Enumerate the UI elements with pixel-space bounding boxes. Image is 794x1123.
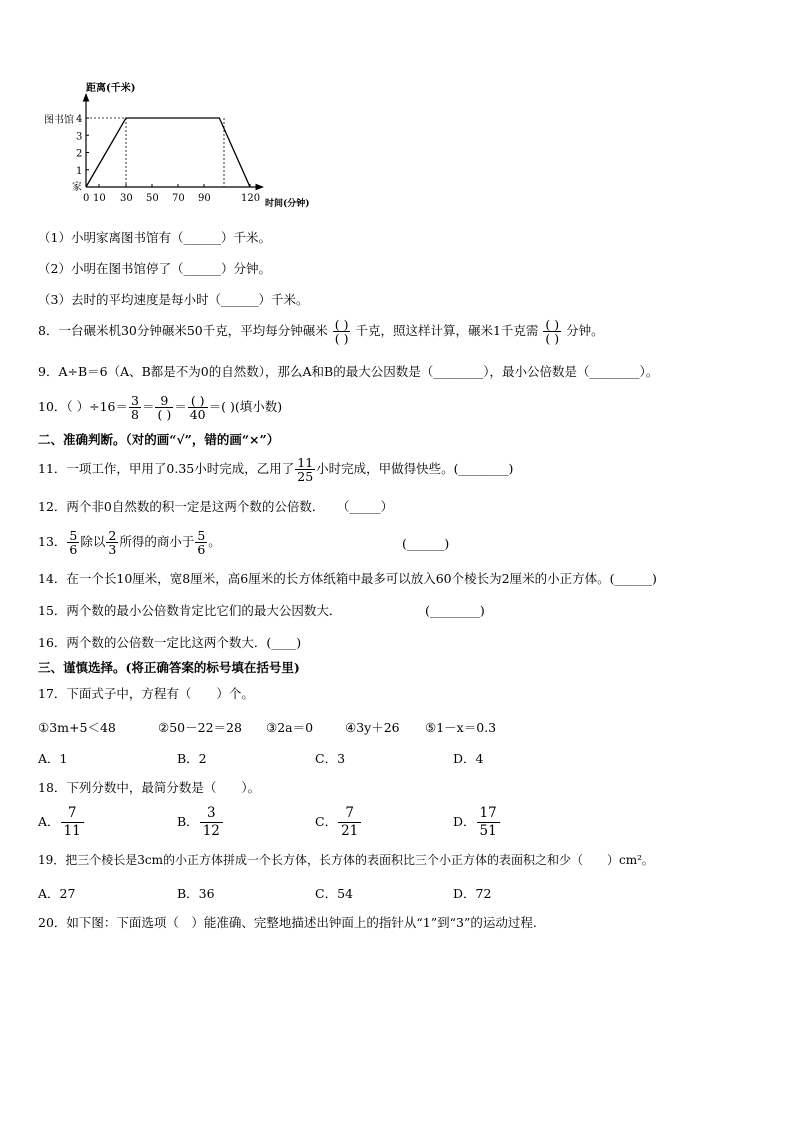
section-3-heading: 三、谨慎选择。(将正确答案的标号填在括号里) <box>38 660 300 675</box>
y-tick-label: 1 <box>76 165 83 177</box>
question-19-option-c[interactable]: C．54 <box>315 886 353 901</box>
equation-item-4: ④3y＋26 <box>345 720 400 735</box>
question-18-option-c[interactable]: C． $\frac{7}{21}$ <box>315 805 362 840</box>
x-axis-label: 时间(分钟) <box>265 199 310 209</box>
question-14: 14．在一个长10厘米，宽8厘米，高6厘米的长方体纸箱中最多可以放入60个棱长为2厘米的小正方体。(______) <box>38 571 657 586</box>
blank-fraction: $\frac{( )}{( )}$ <box>334 317 349 346</box>
equation-item-1: ①3m+5＜48 <box>38 720 116 735</box>
question-18-option-b[interactable]: B． $\frac{3}{12}$ <box>177 805 224 840</box>
y-tick-label: 4 <box>76 114 83 125</box>
question-9: 9．A÷B＝6（A、B都是不为0的自然数），那么A和B的最大公因数是（________），最小公倍数是（________）。 <box>38 364 659 379</box>
x-tick-label: 50 <box>146 193 159 204</box>
question-7-part-3: （3）去时的平均速度是每小时（______）千米。 <box>38 292 309 307</box>
question-18-option-a[interactable]: A． $\frac{7}{11}$ <box>38 805 85 840</box>
question-19-stem: 19．把三个棱长是3cm的小正方体拼成一个长方体，长方体的表面积比三个小正方体的表面积之和少（ ）cm²。 <box>38 853 654 867</box>
blank-fraction: $\frac{( )}{( )}$ <box>545 317 560 346</box>
library-label: 图书馆 <box>44 115 74 126</box>
question-11: 11．一项工作，甲用了0.35小时完成，乙用了 $\frac{11}{25}$ 小时完成，甲做得快些。(________) <box>38 455 514 484</box>
question-17-stem: 17．下面式子中，方程有（ ）个。 <box>38 686 254 701</box>
question-13-blank: (______) <box>402 536 450 551</box>
equation-item-2: ②50－22＝28 <box>158 720 242 735</box>
question-12: 12．两个非0自然数的积一定是这两个数的公倍数． （_____） <box>38 499 394 514</box>
question-20-stem: 20．如下图：下面选项（ ）能准确、完整地描述出钟面上的指针从“1”到“3”的运动过程. <box>38 915 537 930</box>
question-13: 13． $\frac{5}{6}$ 除以 $\frac{2}{3}$ 所得的商小于 $\frac{5}{6}$ 。 <box>38 528 221 557</box>
question-7-part-1: （1）小明家离图书馆有（______）千米。 <box>38 230 271 245</box>
home-label: 家 <box>72 182 82 193</box>
question-19-option-b[interactable]: B．36 <box>177 886 215 901</box>
question-8: 8．一台碾米机30分钟碾米50千克，平均每分钟碾米 $\frac{( )}{( )}$ 千克，照这样计算，碾米1千克需 $\frac{( )}{( )}$ 分钟。 <box>38 317 604 346</box>
question-19-option-d[interactable]: D．72 <box>453 886 492 901</box>
equation-item-3: ③2a＝0 <box>266 720 314 735</box>
question-7-part-2: （2）小明在图书馆停了（______）分钟。 <box>38 261 271 276</box>
question-15-blank: (________) <box>425 603 485 618</box>
y-tick-label: 2 <box>76 148 83 160</box>
question-17-option-b[interactable]: B．2 <box>177 751 207 766</box>
distance-time-chart <box>0 0 794 215</box>
x-tick-label: 90 <box>198 193 211 204</box>
question-16: 16．两个数的公倍数一定比这两个数大．(____) <box>38 635 302 650</box>
question-10: 10．（ ）÷16＝ $\frac{3}{8}$ ＝ $\frac{9}{( )}$ ＝ $\frac{( )}{40}$ ＝( )(填小数) <box>38 393 283 422</box>
question-15: 15．两个数的最小公倍数肯定比它们的最大公因数大． <box>38 603 342 618</box>
x-tick-label: 0 <box>83 193 90 204</box>
equation-item-5: ⑤1－x＝0.3 <box>425 720 497 735</box>
x-tick-label: 10 <box>93 193 106 204</box>
section-2-heading: 二、准确判断。（对的画“√”，错的画“×”） <box>38 432 280 447</box>
question-18-option-d[interactable]: D． $\frac{17}{51}$ <box>453 805 501 840</box>
y-axis-label: 距离(千米) <box>86 83 136 94</box>
distance-series-line <box>86 118 250 187</box>
x-tick-label: 70 <box>172 193 185 204</box>
question-18-stem: 18．下列分数中，最简分数是（ ）。 <box>38 780 261 795</box>
question-19-option-a[interactable]: A．27 <box>38 886 76 901</box>
y-tick-label: 3 <box>76 131 83 143</box>
question-17-option-a[interactable]: A．1 <box>38 751 68 766</box>
question-17-option-d[interactable]: D．4 <box>453 751 484 766</box>
x-tick-label: 30 <box>120 193 133 204</box>
x-tick-label: 120 <box>241 193 261 204</box>
question-17-option-c[interactable]: C．3 <box>315 751 346 766</box>
